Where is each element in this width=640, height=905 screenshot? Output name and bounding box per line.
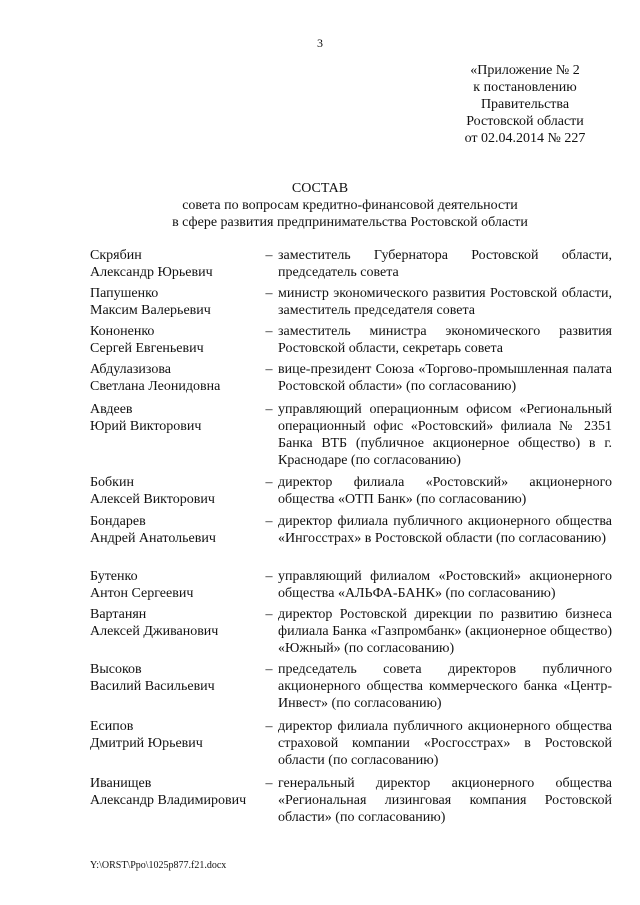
- member-given-name: Дмитрий Юрьевич: [90, 736, 203, 751]
- member-given-name: Василий Васильевич: [90, 679, 215, 694]
- member-given-name: Алексей Викторович: [90, 492, 215, 507]
- member-name: [90, 606, 260, 661]
- member-row: [90, 568, 612, 606]
- member-surname: Вартанян: [90, 607, 147, 622]
- dash-separator: –: [265, 776, 273, 791]
- member-row: [90, 323, 612, 361]
- member-name: [90, 247, 260, 285]
- dash-separator: –: [265, 324, 273, 339]
- member-role: вице-президент Союза «Торгово-промышленная палата Ростовской области» (по согласованию): [278, 362, 612, 394]
- member-role: генеральный директор акционерного общества «Региональная лизинговая компания Ростовской области» (по согласованию): [278, 776, 612, 825]
- dash-separator: –: [265, 402, 273, 417]
- dash-separator: –: [265, 719, 273, 734]
- member-role: председатель совета директоров публичного акционерного общества коммерческого банка «Центр-Инвест» (по согласованию): [278, 662, 612, 711]
- member-surname: Кононенко: [90, 324, 155, 339]
- member-name: [90, 568, 260, 606]
- member-role: директор филиала «Ростовский» акционерного общества «ОТП Банк» (по согласованию): [278, 475, 612, 507]
- member-name: [90, 718, 260, 775]
- member-given-name: Алексей Дживанович: [90, 624, 219, 639]
- member-given-name: Александр Владимирович: [90, 793, 247, 808]
- dash-separator: –: [265, 248, 273, 263]
- member-given-name: Александр Юрьевич: [90, 265, 213, 280]
- member-given-name: Юрий Викторович: [90, 419, 202, 434]
- member-role: директор филиала публичного акционерного общества «Ингосстрах» в Ростовской области (по согласованию): [278, 514, 612, 546]
- member-surname: Бутенко: [90, 569, 138, 584]
- dash-separator: –: [265, 514, 273, 529]
- member-name: [90, 775, 260, 831]
- member-row: [90, 606, 612, 661]
- document-subtitle: [0, 197, 640, 231]
- dash-separator: –: [265, 362, 273, 377]
- member-name: [90, 401, 260, 474]
- member-given-name: Антон Сергеевич: [90, 586, 194, 601]
- member-role: управляющий операционным офисом «Региональный операционный офис «Ростовский» филиала № 2351 Банка ВТБ (публичное акционерное общество) в г. Краснодаре (по согласованию): [278, 402, 612, 468]
- document-title: СОСТАВ: [291, 181, 349, 196]
- subtitle-line: в сфере развития предпринимательства Ростовской области: [172, 215, 528, 230]
- annex-heading: [430, 62, 620, 147]
- member-row: [90, 513, 612, 568]
- member-surname: Авдеев: [90, 402, 133, 417]
- member-surname: Скрябин: [90, 248, 142, 263]
- member-row: [90, 661, 612, 718]
- annex-line: Ростовской области: [466, 114, 584, 129]
- member-given-name: Андрей Анатольевич: [90, 531, 216, 546]
- member-given-name: Светлана Леонидовна: [90, 379, 221, 394]
- dash-separator: –: [265, 475, 273, 490]
- dash-separator: –: [265, 662, 273, 677]
- member-role: директор Ростовской дирекции по развитию бизнеса филиала Банка «Газпромбанк» (акционерное общество) «Южный» (по согласованию): [278, 607, 612, 656]
- dash-separator: –: [265, 569, 273, 584]
- member-surname: Абдулазизова: [90, 362, 171, 377]
- member-name: [90, 661, 260, 718]
- member-name: [90, 361, 260, 401]
- annex-line: от 02.04.2014 № 227: [464, 131, 586, 146]
- dash-separator: –: [265, 607, 273, 622]
- member-list: [90, 247, 612, 831]
- file-path-footer: Y:\ORST\Ppo\1025p877.f21.docx: [90, 860, 227, 871]
- member-row: [90, 361, 612, 401]
- member-name: [90, 474, 260, 513]
- member-surname: Бобкин: [90, 475, 134, 490]
- member-row: [90, 285, 612, 323]
- member-role: директор филиала публичного акционерного общества страховой компании «Росгосстрах» в Ростовской области (по согласованию): [278, 719, 612, 768]
- member-row: [90, 247, 612, 285]
- member-name: [90, 513, 260, 568]
- subtitle-line: совета по вопросам кредитно-финансовой деятельности: [182, 198, 518, 213]
- member-surname: Бондарев: [90, 514, 146, 529]
- member-name: [90, 323, 260, 361]
- annex-line: «Приложение № 2: [470, 63, 580, 78]
- member-role: управляющий филиалом «Ростовский» акционерного общества «АЛЬФА-БАНК» (по согласованию): [278, 569, 612, 601]
- member-surname: Папушенко: [90, 286, 159, 301]
- member-surname: Иванищев: [90, 776, 152, 791]
- dash-separator: –: [265, 286, 273, 301]
- member-given-name: Максим Валерьевич: [90, 303, 211, 318]
- page-number: 3: [317, 36, 323, 50]
- member-name: [90, 285, 260, 323]
- member-role: заместитель Губернатора Ростовской области, председатель совета: [278, 248, 612, 280]
- member-given-name: Сергей Евгеньевич: [90, 341, 204, 356]
- member-row: [90, 718, 612, 775]
- member-row: [90, 775, 612, 831]
- member-surname: Есипов: [90, 719, 134, 734]
- annex-line: Правительства: [480, 97, 570, 112]
- member-row: [90, 474, 612, 513]
- member-row: [90, 401, 612, 474]
- member-surname: Высоков: [90, 662, 142, 677]
- annex-line: к постановлению: [473, 80, 577, 95]
- member-role: заместитель министра экономического развития Ростовской области, секретарь совета: [278, 324, 612, 356]
- member-role: министр экономического развития Ростовской области, заместитель председателя совета: [278, 286, 612, 318]
